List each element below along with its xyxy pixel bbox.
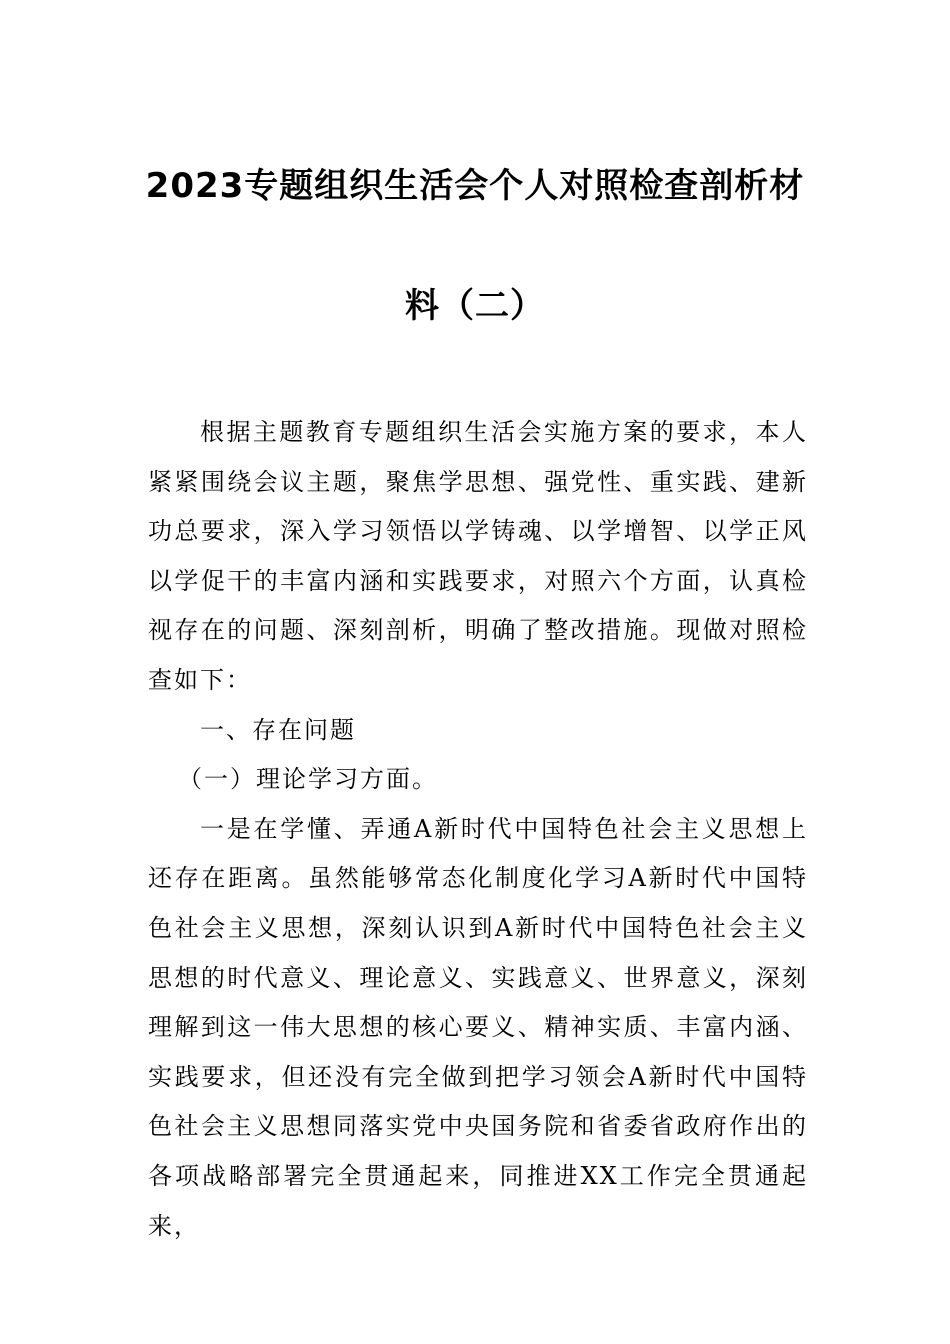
document-body [148,408,808,1251]
subsection-heading-theory-study: （一）理论学习方面。 [178,765,438,794]
point-one-paragraph: 一是在学懂、弄通A新时代中国特色社会主义思想上还存在距离。虽然能够常态化制度化学习A新时代中国特色社会主义思想，深刻认识到A新时代中国特色社会主义思想的时代意义、理论意义、实践意义、世界意义，深刻理解到这一伟大思想的核心要义、精神实质、丰富内涵、实践要求，但还没有完全做到把学习领会A新时代中国特色社会主义思想同落实党中央国务院和省委省政府作出的各项战略部署完全贯通起来，同推进XX工作完全贯通起来， [148,814,808,1240]
intro-paragraph: 根据主题教育专题组织生活会实施方案的要求，本人紧紧围绕会议主题，聚焦学思想、强党性、重实践、建新功总要求，深入学习领悟以学铸魂、以学增智、以学正风以学促干的丰富内涵和实践要求，对照六个方面，认真检视存在的问题、深刻剖析，明确了整改措施。现做对照检查如下： [148,418,808,694]
document-title-line-1: 2023专题组织生活会个人对照检查剖析材 [145,166,805,206]
section-heading-problems: 一、存在问题 [200,715,356,744]
document-title-line-2: 料（二） [405,286,545,326]
